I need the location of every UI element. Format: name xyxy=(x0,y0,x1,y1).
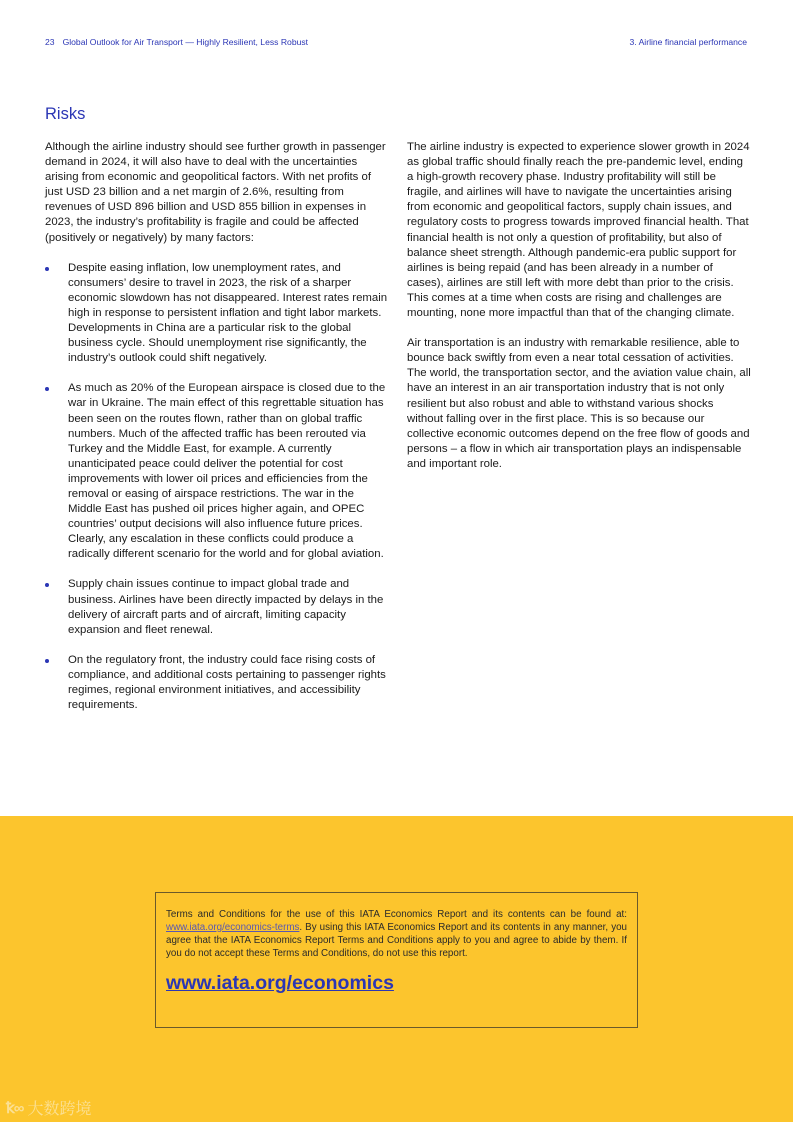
list-item xyxy=(45,577,390,637)
bullet-text: Supply chain issues continue to impact global trade and business. Airlines have been directly impacted by delays in the delivery of aircraft parts and of aircraft, limiting capacity expansion and fleet renewal. xyxy=(68,578,384,636)
list-item xyxy=(45,261,390,367)
bullet-text: Despite easing inflation, low unemployment rates, and consumers’ desire to travel in 2023, the risk of a sharper economic slowdown has not disappeared. Interest rates remain high in response to persistent inflation and tight labor markets. Developments in China are a particular risk to the global business cycle. Should unemployment rise significantly, the industry’s outlook could shift negatively. xyxy=(68,261,388,365)
bullet-text: On the regulatory front, the industry could face rising costs of compliance, and additional costs pertaining to passenger rights regimes, regional environment initiatives, and accessibility requirements. xyxy=(68,653,386,712)
resilience-paragraph: Air transportation is an industry with remarkable resilience, able to bounce back swiftly from even a near total cessation of activities. The world, the transportation sector, and the aviation value chain, all have an interest in an air transportation industry that is not only resilient but also robust and able to withstand various shocks without falling over in the first place. This is so because our collective economic outcomes depend on the free flow of goods and persons – a flow in which air transportation plays an indispensable and important role. xyxy=(407,337,751,470)
list-item xyxy=(45,381,390,562)
watermark-logo-icon: ꝁ∞ xyxy=(6,1099,24,1117)
outlook-paragraph: The airline industry is expected to experience slower growth in 2024 as global traffic should finally reach the pre-pandemic level, ending a high-growth recovery phase. Industry profitability will still be fragile, and airlines will have to navigate the uncertainties arising from economic and geopolitical factors, supply chain issues, and regulatory costs to progress towards improved financial health. That financial health is not only a question of profitability, but also of balance sheet strength. Although pandemic-era public support for airlines is being repaid (and has been already in a number of cases), airlines are still left with more debt than prior to the crisis. This comes at a time when costs are rising and challenges are mounting, none more impactful than that of the changing climate. xyxy=(407,141,750,320)
header-left xyxy=(45,37,308,47)
bullet-icon xyxy=(45,267,49,271)
left-column xyxy=(45,140,390,728)
chapter-title: 3. Airline financial performance xyxy=(629,37,747,47)
page-header xyxy=(45,37,747,49)
bullet-icon xyxy=(45,387,49,391)
watermark-text: 大数跨境 xyxy=(27,1101,92,1118)
terms-text-start: Terms and Conditions for the use of this IATA Economics Report and its contents can be found at: xyxy=(166,909,627,920)
intro-paragraph: Although the airline industry should see further growth in passenger demand in 2024, it will also have to deal with the uncertainties arising from economic and geopolitical factors. With net profits of just USD 23 billion and a net margin of 2.6%, resulting from revenues of USD 896 billion and USD 855 billion in expenses in 2023, the industry’s profitability is fragile and could be affected (positively or negatively) by many factors: xyxy=(45,141,386,244)
watermark xyxy=(6,1096,91,1119)
economics-link[interactable]: www.iata.org/economics xyxy=(166,972,394,994)
bullet-text: As much as 20% of the European airspace is closed due to the war in Ukraine. The main effect of this regrettable situation has been seen on the routes flown, rather than on global traffic numbers. Much of the affected traffic has been rerouted via Turkey and the Middle East, for example. A currently unanticipated peace could deliver the potential for cost improvements with lower oil prices and efficiencies from the removal or easing of airspace restrictions. The war in the Middle East has pushed oil prices higher again, and OPEC countries’ output decisions will also influence future prices. Clearly, any escalation in these conflicts could produce a radically different scenario for the world and for global aviation. xyxy=(68,382,386,561)
terms-box xyxy=(155,892,638,1028)
document-title: Global Outlook for Air Transport — Highly Resilient, Less Robust xyxy=(62,37,309,47)
list-item xyxy=(45,653,390,713)
bullet-icon xyxy=(45,659,49,663)
page-number: 23 xyxy=(45,37,55,47)
right-column xyxy=(407,140,752,487)
terms-text-end: . By using this IATA Economics Report and its contents in any manner, you agree that the IATA Economics Report Terms and Conditions apply to you and agree to abide by them. If you do not accept these Terms and Conditions, do not use this report. xyxy=(166,922,627,959)
terms-text xyxy=(166,908,627,960)
terms-link[interactable]: www.iata.org/economics-terms xyxy=(166,922,300,933)
risk-list xyxy=(45,261,390,714)
bullet-icon xyxy=(45,583,49,587)
section-title: Risks xyxy=(45,105,86,123)
